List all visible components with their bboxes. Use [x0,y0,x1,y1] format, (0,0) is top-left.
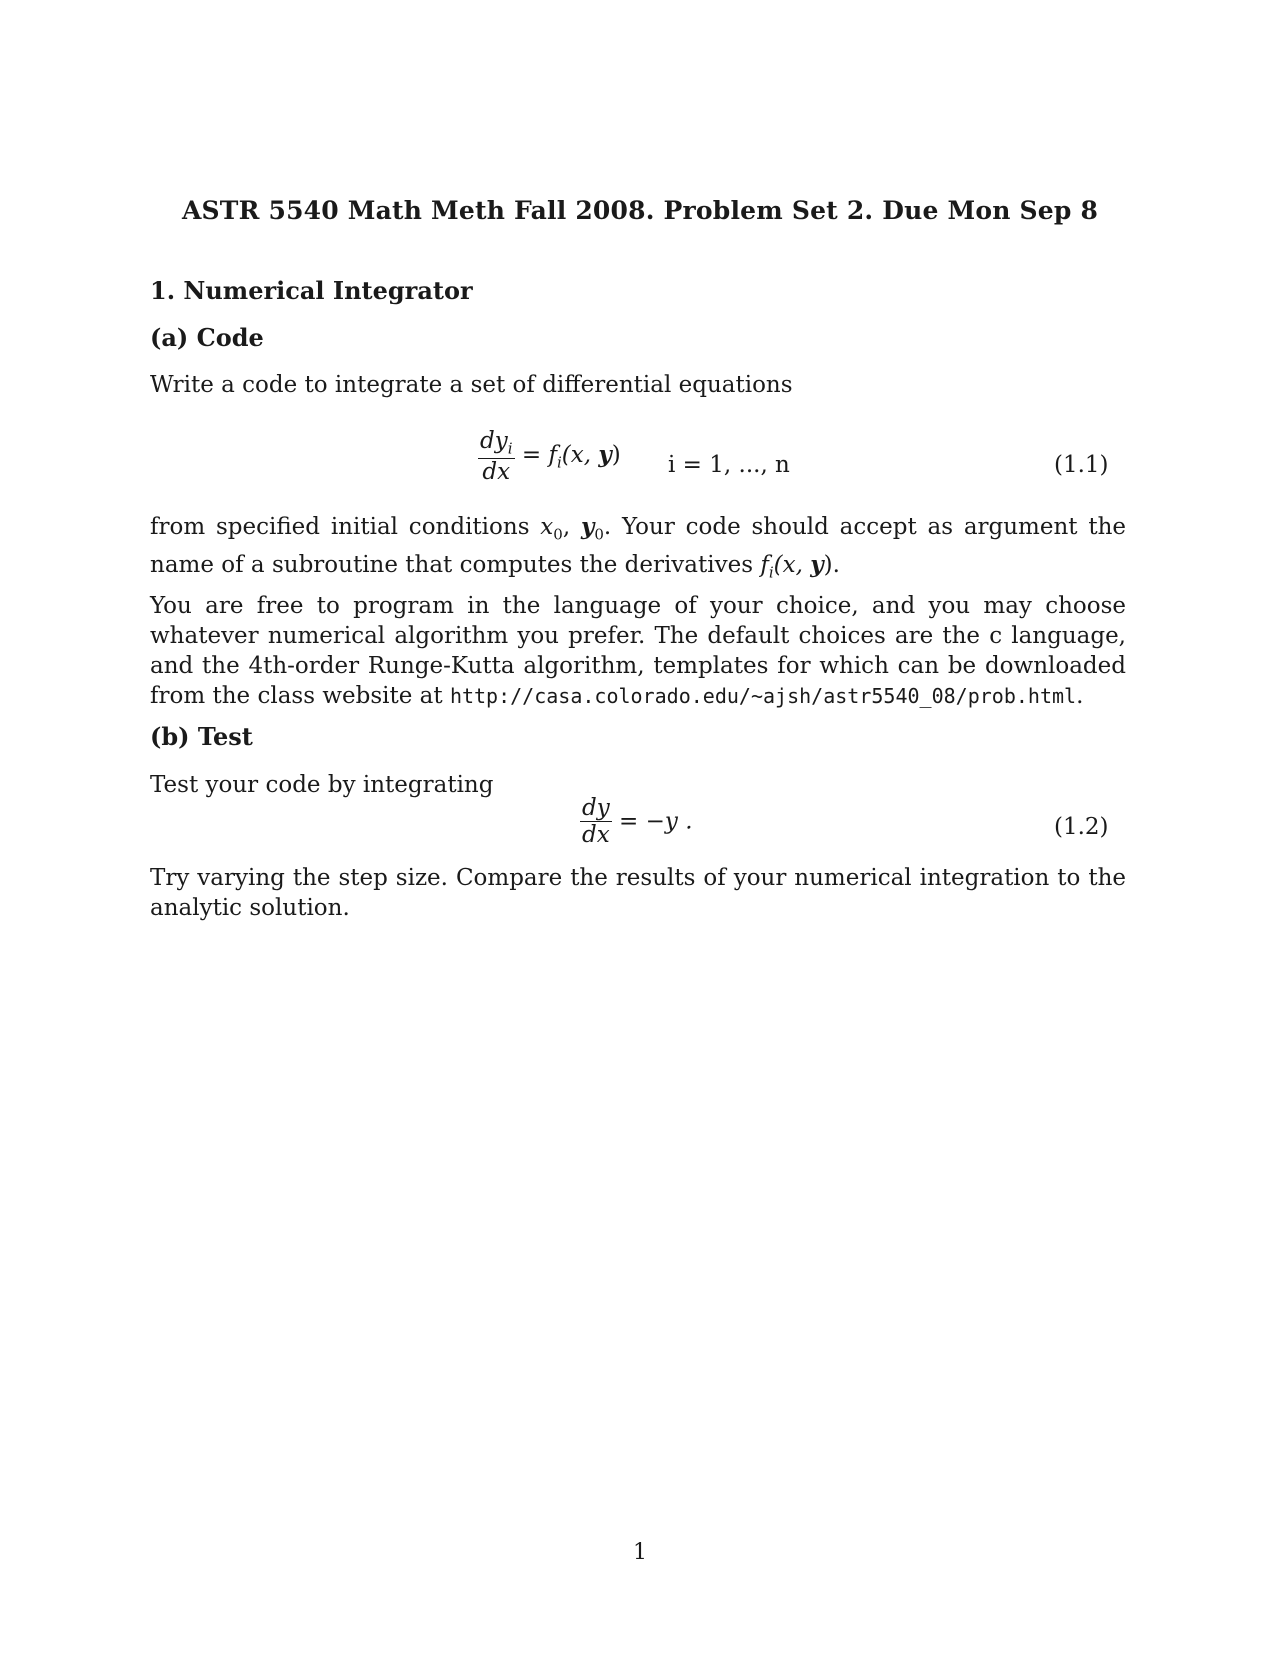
test-intro: Test your code by integrating [150,772,494,798]
para-text-continued: . Your code should accept as argument the name of a subroutine that computes the derivatives [150,514,1127,578]
equation-1-2 [580,795,693,848]
eq2-denominator: dx [580,821,612,848]
eq-numerator: dy [480,428,508,454]
derivative-function: f [760,551,769,578]
eq-function-subscript: i [556,453,562,472]
eq2-numerator: dy [582,795,610,821]
intro-paragraph: Write a code to integrate a set of differential equations [150,372,793,398]
eq-numerator-subscript: i [507,439,513,458]
eq-args-open: (x, [561,442,599,468]
y0-vector: y [580,513,595,540]
class-website-link[interactable]: http://casa.colorado.edu/~ajsh/astr5540_08/prob.html [449,684,1077,708]
eq2-rhs: = −y . [619,808,693,835]
derivative-vector: y [810,550,824,578]
section-heading: 1. Numerical Integrator [150,276,473,305]
subsection-heading-test: (b) Test [150,722,253,751]
x0-var: x [540,514,554,540]
eq-function: f [548,442,557,468]
eq-args-close: ) [611,442,621,468]
language-text-end: . [1076,683,1084,709]
equation-fraction-2 [580,795,612,848]
equation-fraction [478,428,515,485]
para-text: from specified initial conditions [150,514,541,540]
page-title: ASTR 5540 Math Meth Fall 2008. Problem Set 2. Due Mon Sep 8 [181,196,1099,225]
equation-range: i = 1, ..., n [668,452,790,478]
language-text: You are free to program in the language of your choice, and you may choose whatever numerical algorithm you prefer. The default choices are the c language, and the 4th-order Runge-Kutta algorithm, templates for which can be downloaded from the class website at [150,593,1126,709]
derivative-args-open: (x, [773,551,811,578]
derivative-subscript: i [768,563,774,582]
initial-conditions-paragraph [150,512,1126,587]
equation-number-1-2: (1.2) [1054,814,1109,840]
y0-subscript: 0 [594,525,604,544]
x0-subscript: 0 [553,525,563,544]
step-size-paragraph: Try varying the step size. Compare the results of your numerical integration to the analytic solution. [150,865,1126,921]
derivative-args-close: ). [823,551,840,578]
page-number: 1 [633,1540,647,1565]
eq-denominator: dx [478,458,515,485]
eq-vector: y [598,441,612,468]
equation-number-1-1: (1.1) [1054,452,1109,478]
equation-1-1: $\frac{dy_i}{dx}$ = $f_i(x$, y) [480,428,621,485]
subsection-heading-code: (a) Code [150,323,264,352]
para-separator: , [562,514,581,540]
language-paragraph [150,591,1126,711]
